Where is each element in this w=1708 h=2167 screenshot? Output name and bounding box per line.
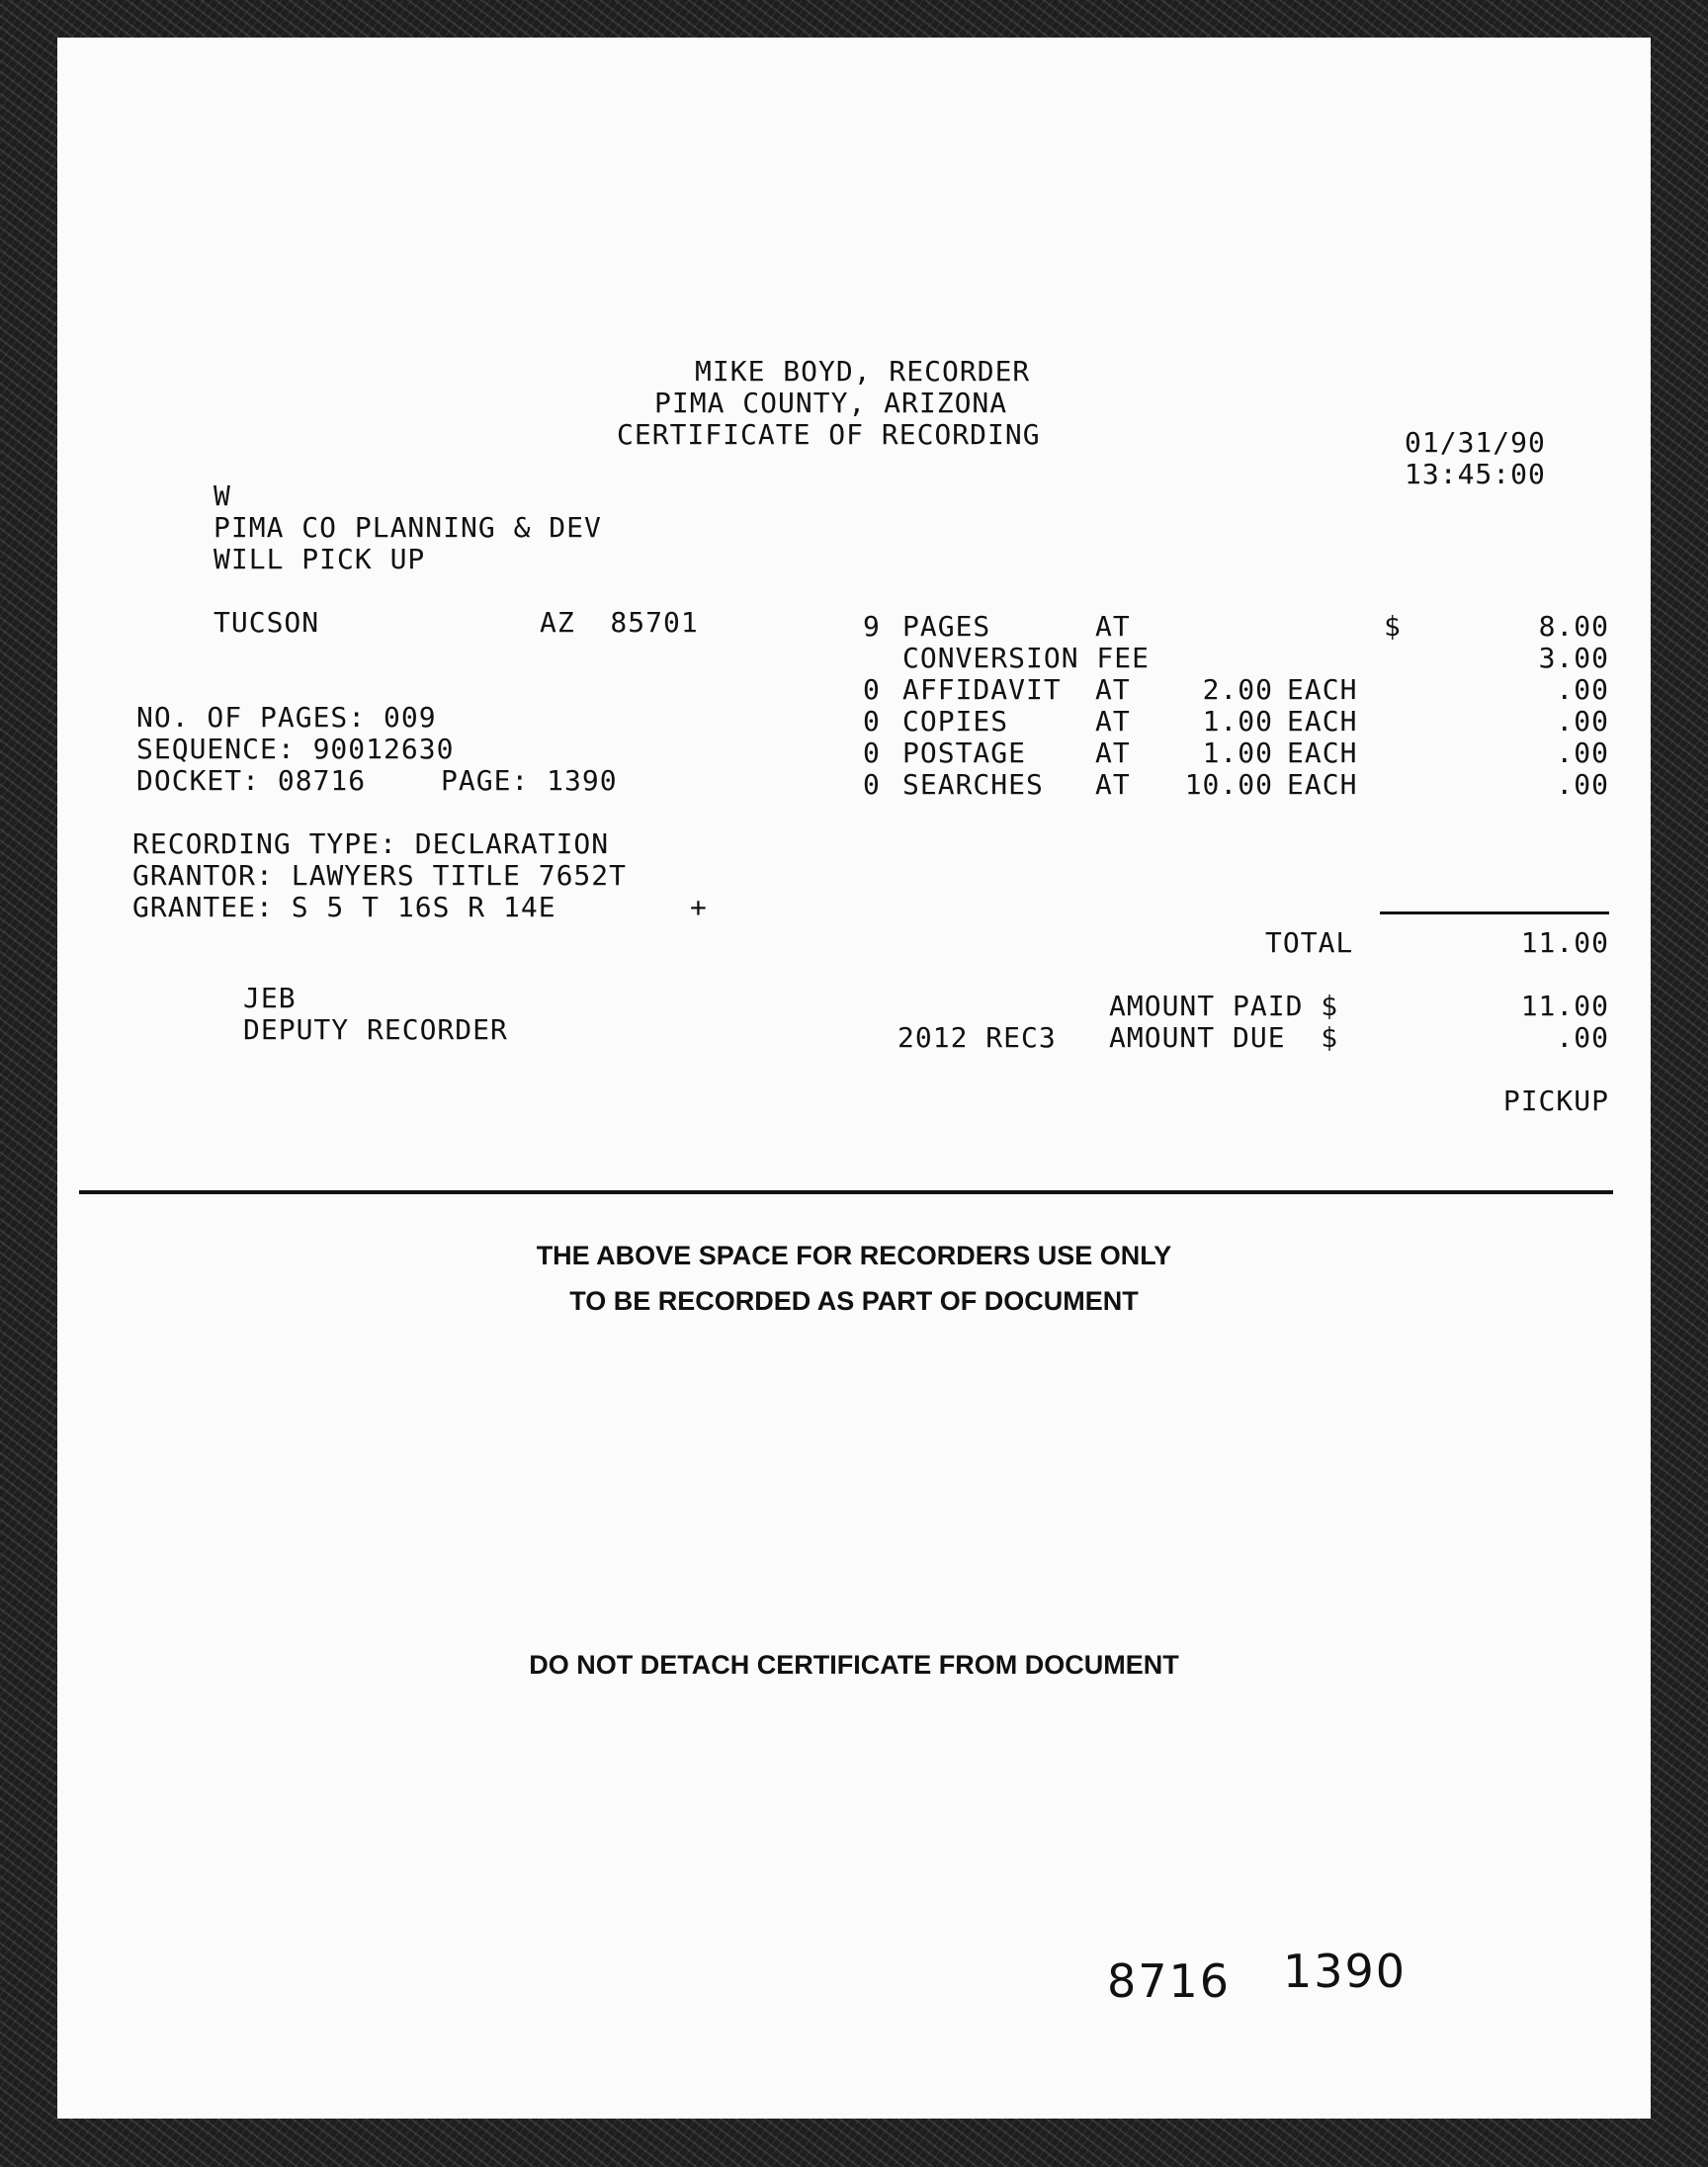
- county-name: PIMA COUNTY, ARIZONA: [654, 387, 1008, 419]
- docket-number: DOCKET: 08716: [136, 764, 367, 797]
- fee-amount: .00: [1556, 768, 1609, 801]
- total-label: TOTAL: [1265, 926, 1354, 959]
- signature-title: DEPUTY RECORDER: [243, 1013, 508, 1046]
- certificate-title: CERTIFICATE OF RECORDING: [617, 418, 1041, 451]
- fee-rate: 10.00: [1184, 768, 1273, 801]
- fee-rate: 2.00: [1202, 673, 1273, 706]
- fee-dollar: $: [1384, 610, 1402, 643]
- fee-qty: 0: [863, 673, 881, 706]
- pickup-note: PICKUP: [1502, 1084, 1609, 1117]
- total-rule: [1380, 911, 1609, 914]
- docket-page: PAGE: 1390: [441, 764, 618, 797]
- fee-at: AT: [1095, 610, 1131, 643]
- stamp-docket-number: 8716: [1107, 1954, 1232, 2008]
- fee-item: COPIES: [902, 705, 1009, 737]
- record-date: 01/31/90: [1405, 426, 1546, 459]
- grantee-mark: +: [690, 891, 708, 923]
- signature-initials: JEB: [243, 982, 297, 1014]
- addressee-state-zip: AZ 85701: [540, 606, 699, 639]
- fee-each: EACH: [1287, 737, 1358, 769]
- fee-amount: .00: [1556, 705, 1609, 737]
- section-divider: [79, 1190, 1613, 1194]
- recorded-part-notice: TO BE RECORDED AS PART OF DOCUMENT: [569, 1286, 1139, 1316]
- fee-amount: 8.00: [1538, 610, 1609, 643]
- fee-item: SEARCHES: [902, 768, 1044, 801]
- sequence-number: SEQUENCE: 90012630: [136, 733, 455, 765]
- fee-item: AFFIDAVIT: [902, 673, 1062, 706]
- stamp-page-number: 1390: [1283, 1945, 1408, 1998]
- page-count: NO. OF PAGES: 009: [136, 701, 437, 734]
- addressee-note: WILL PICK UP: [214, 543, 426, 575]
- fee-each: EACH: [1287, 705, 1358, 737]
- recorder-name: MIKE BOYD, RECORDER: [695, 355, 1031, 388]
- recording-type: RECORDING TYPE: DECLARATION: [132, 827, 610, 860]
- amount-paid: 11.00: [1520, 990, 1609, 1022]
- fee-at: AT: [1095, 768, 1131, 801]
- addressee-name: PIMA CO PLANNING & DEV: [214, 511, 602, 544]
- amount-due: .00: [1556, 1021, 1609, 1054]
- total-amount: 11.00: [1520, 926, 1609, 959]
- fee-qty: 0: [863, 705, 881, 737]
- fee-item: POSTAGE: [902, 737, 1027, 769]
- fee-rate: 1.00: [1202, 737, 1273, 769]
- fee-qty: 0: [863, 768, 881, 801]
- fee-amount: .00: [1556, 673, 1609, 706]
- register-code: 2012 REC3: [897, 1021, 1057, 1054]
- fee-amount: .00: [1556, 737, 1609, 769]
- fee-item: CONVERSION FEE: [902, 642, 1151, 674]
- fee-qty: 9: [863, 610, 881, 643]
- addressee-city: TUCSON: [214, 606, 320, 639]
- fee-at: AT: [1095, 737, 1131, 769]
- certificate-page: [57, 38, 1651, 2119]
- addressee-code: W: [214, 479, 231, 512]
- record-time: 13:45:00: [1405, 458, 1546, 490]
- fee-at: AT: [1095, 673, 1131, 706]
- fee-item: PAGES: [902, 610, 991, 643]
- fee-each: EACH: [1287, 768, 1358, 801]
- fee-at: AT: [1095, 705, 1131, 737]
- do-not-detach-warning: DO NOT DETACH CERTIFICATE FROM DOCUMENT: [529, 1650, 1179, 1680]
- recorders-use-notice: THE ABOVE SPACE FOR RECORDERS USE ONLY: [536, 1241, 1172, 1270]
- fee-qty: 0: [863, 737, 881, 769]
- grantor: GRANTOR: LAWYERS TITLE 7652T: [132, 859, 628, 892]
- grantee: GRANTEE: S 5 T 16S R 14E: [132, 891, 556, 923]
- amount-paid-label: AMOUNT PAID $: [1109, 990, 1339, 1022]
- fee-rate: 1.00: [1202, 705, 1273, 737]
- fee-each: EACH: [1287, 673, 1358, 706]
- amount-due-label: AMOUNT DUE $: [1109, 1021, 1339, 1054]
- fee-amount: 3.00: [1538, 642, 1609, 674]
